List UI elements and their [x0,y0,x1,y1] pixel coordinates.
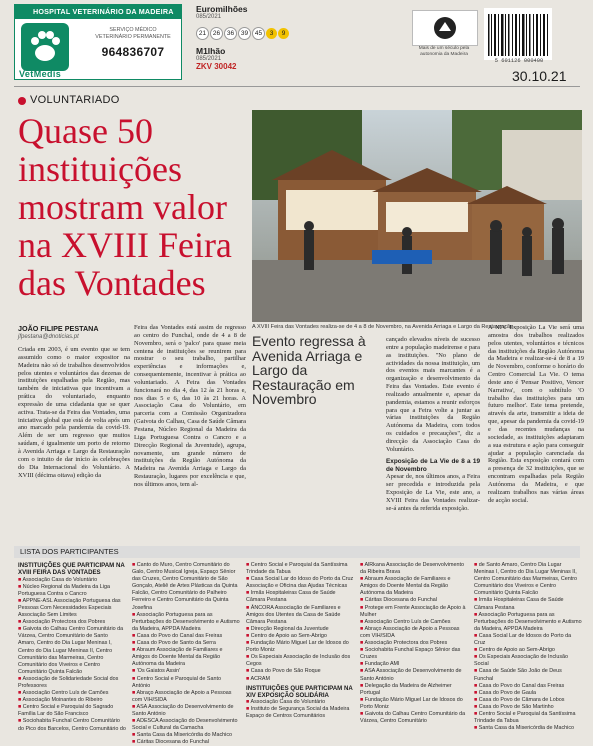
list-item-text: Casa do Povo do Canal das Freiras [136,632,223,639]
bullet-icon: ■ [18,690,23,697]
list-item-text: Centro de Apoio ao Sem-Abrigo [250,632,327,639]
list-item-text: APPNE-ASL Associação Portuguesa das Pessoas Com Necessidades Especiais Associação Sem Limites [18,597,121,619]
bullet-icon: ■ [246,640,251,647]
bullet-icon: ■ [18,675,23,682]
bullet-icon: ■ [360,696,365,703]
bullet-icon: ■ [474,710,479,717]
bullet-icon: ■ [132,703,137,710]
list-item-text: Núcleo Regional da Madeira da Liga Portuguesa Contra o Cancro [18,583,110,597]
list-item [360,711,468,725]
bullet-icon: ■ [474,632,479,639]
bullet-icon: ■ [246,632,251,639]
ball: 36 [224,27,237,40]
list-item-text: Abraço Associação de Apoio a Pessoas com VIH/SIDA [360,625,460,639]
list-item-text: AlRkana Associação de Desenvolvimento da Ribeira Brava [360,562,464,576]
list-item-text: Gaivota do Calhau Centro Comunitário da Várzea, Centro Comunitário [360,710,466,725]
bullet-icon: ■ [360,604,365,611]
list-item-text: Gaivota do Calhau Centro Comunitário da Várzea, Centro Comunitário de Santo Amaro, Centro do Dia Lugar Meninas I, Centro do Dia Lugar Meninas II, Centro Comunitário das Marmeiras, Centro Comunitário dos Viveiros e Centro Comunitário Quinta Falcão [18,626,124,675]
list-item-text: Centro Social e Paroquial do Sagrado Família Lar do São Francisco [18,704,114,718]
list-item [246,626,356,633]
list-item [246,706,356,720]
list-column-5 [474,562,582,732]
list-item-text: Abraum Associação de Familiares e Amigos do Doente Mental da Região Autónoma da Madeira [360,576,451,597]
bullet-icon: ■ [18,619,23,626]
body-column-2: Feira das Vontades está assim de regresso ao centro do Funchal, onde de 4 a 8 de Novembro, será o 'palco' para quase meia centena de instituições se reunirem para mostrar o seu trabalho, partilhar experiências e informações e, consequentemente, incentivar à prática ao voluntariado. A Feira das Vontades funcionará no dia 4, das 12 às 21 horas e, nos dias 5 e 6, das 10 às 21 horas. A Associação Casa do Voluntário, em parceria com a Comissão Organizadora (Gaivota do Calhau, Casa de Saúde Câmara Pestana, Núcleo Regional da Madeira da Liga Portuguesa Contra o Cancro e a Direcção Regional da Juventude), agrupa, novamente, um grande número de instituições da Região Autónoma da Madeira na Avenida Arriaga e Largo da Restauração, lugares por excelência e que, nos últimos anos, tem al- [134,324,246,488]
lottery-name-milhao: M1lhão [196,46,226,56]
lottery-results [196,4,326,80]
bullet-icon: ■ [474,682,479,689]
list-column-3 [246,562,356,720]
list-heading: INSTITUIÇÕES QUE PARTICIPAM NA XVIII FEIRA DAS VONTADES [18,562,125,577]
bullet-icon: ■ [132,668,137,675]
star: 3 [266,28,277,39]
list-item [474,597,582,611]
list-item [360,668,468,682]
list-item [474,562,582,597]
list-column-2 [132,562,240,746]
list-item-text: Associação Casa do Voluntário [22,576,98,583]
list-item-text: ASA Associação de Desenvolvimento de Santo António [360,668,462,682]
list-item [132,562,240,612]
list-item [360,661,468,668]
list-item [474,683,582,690]
publisher-logo-icon [412,10,478,46]
lottery-code: 085/2021 [196,14,222,20]
list-item-text: Santa Casa da Misericórdia de Machico [478,725,575,732]
bullet-icon: ■ [246,576,251,583]
list-item-text: 'Os Gaiatos Assin' [136,668,181,675]
ball: 39 [238,27,251,40]
list-item [360,647,468,661]
bullet-icon: ■ [474,703,479,710]
list-item [132,690,240,704]
list-item-text: ÂNCORA Associação de Familiares e Amigos dos Utentes da Casa de Saúde Câmara Pestana [246,604,341,625]
body-column-5: A XIV Exposição La Vie será uma amostra dos trabalhos realizados pelos utentes, voluntários e técnicos das instituições da Região Autónoma da Madeira e realizar-se-á de 8 a 19 de Novembro, conforme o horário do Centro Comercial La Vie. O tema deste ano é 'Pensar Positivo, Vencer Narrativa', com o subtítulo 'O trabalho das instituições para um futuro melhor'. Este tema pretende, através da arte, transmitir a ideia de que, apesar da pandemia da covid-19 e das recentes mudanças na sociedade, as instituições adaptaram a sua estrutura e ação para conseguir ajudar a população carenciada da Região. Esta exposição contará com a presença de 32 instituições, que se encontram espalhadas pela Região Autónoma da Madeira, e que realizam trabalhos nas várias áreas de acção social. [488,324,584,504]
list-item [474,704,582,711]
list-item-text: Associação Centro Luís de Camões [364,618,451,625]
bullet-icon: ■ [246,625,251,632]
list-item [18,626,126,676]
body-column-4 [386,336,480,513]
subheadline: Evento regressa à Avenida Arriaga e Largo da Restauração em Novembro [252,333,366,408]
paw-logo-icon [21,23,69,71]
section-dot-icon [18,97,26,105]
body-subheading: Exposição de La Vie de 8 a 19 de Novembro [386,457,480,473]
bullet-icon: ■ [246,654,251,661]
list-item [360,640,468,647]
list-item [18,584,126,598]
bullet-icon: ■ [474,696,479,703]
list-items-2 [132,562,240,746]
list-items-3 [246,562,356,683]
list-item-text: Associação Protectora dos Pobres [364,640,448,647]
bullet-icon: ■ [360,682,365,689]
milhao-code: ZKV 30042 [196,62,237,71]
list-item [246,654,356,668]
ad-phone: 964836707 [101,45,165,59]
list-item-text: ASA Associação do Desenvolvimento de Santo António [132,703,234,717]
list-item [474,668,582,682]
list-item [18,619,126,626]
bullet-icon: ■ [132,632,137,639]
photo-caption: A XVIII Feira das Vontades realiza-se de 4 a 8 de Novembro, na Avenida Arriaga e Largo da Restauração. [252,324,515,330]
list-item [132,612,240,633]
list-item [132,704,240,718]
barcode-icon [484,8,552,60]
bullet-icon: ■ [246,668,251,675]
star: 9 [278,28,289,39]
bullet-icon: ■ [132,689,137,696]
list-heading-2: INSTITUIÇÕES QUE PARTICIPAM NA XIV EXPOSIÇÃO SOLIDÁRIA [246,684,353,699]
list-item-text: Casa do Povo de Santo da Serra [136,640,216,647]
lottery-code-milhao: 085/2021 [196,56,222,62]
list-item-text: Fundação Mário Miguel Lar de Idosos do Porto Moniz [360,696,463,710]
bullet-icon: ■ [18,597,23,604]
list-item [360,562,468,576]
list-item [360,683,468,697]
issue-date: 30.10.21 [512,68,567,84]
list-column-4 [360,562,468,725]
bullet-icon: ■ [132,611,137,618]
list-item-text: Associação de Solidariedade Social dos Professores [18,675,119,689]
list-item [474,612,582,633]
bullet-icon: ■ [360,710,365,717]
list-item [132,647,240,668]
list-item-text: Casa Social Lar do Idoso do Porto da Cruz Associação e Oficina das Ajudas Técnicas [246,576,354,590]
barcode-number: 5 601126 000400 [494,58,544,64]
list-item-text: Casa do Povo de São Roque [250,668,321,675]
list-item [132,718,240,732]
list-item-text: Associação Moinantes do Ribeiro [22,697,103,704]
bullet-icon: ■ [246,675,251,682]
list-item-text: Associação Protectora dos Pobres [22,619,106,626]
list-item [246,676,356,683]
bullet-icon: ■ [18,697,23,704]
market-stalls-photo [252,110,582,322]
bullet-icon: ■ [132,739,137,746]
list-item-text: Abraço Associação de Apoio a Pessoas com VIH/SIDA [132,689,232,703]
lottery-numbers [196,22,326,40]
list-item [474,725,582,732]
bullet-icon: ■ [360,618,365,625]
ad-brand: VetMedis [19,69,62,79]
list-items-4 [360,562,468,725]
bullet-icon: ■ [18,704,23,711]
list-item-text: Associação Centro Luís de Camões [22,690,109,697]
publisher-subtitle: Mais de um século pela autonomia da Madeira [418,46,470,57]
list-item-text: Cáritas Diocesana do Funchal [136,739,209,746]
ad-note: SERVIÇO MÉDICO VETERINÁRIO PERMANENTE [95,27,171,40]
list-item [132,640,240,647]
list-item [360,597,468,604]
list-item-text: Irmãs Hospitaleiras Casa de Saúde Câmara Pestana [246,590,336,604]
list-items-1 [18,577,126,733]
ball: 21 [196,27,209,40]
list-item-text: ADESCA Associação do Desenvolvimento Social e Cultural da Camacha [132,718,238,732]
list-item [360,697,468,711]
bullet-icon: ■ [18,576,23,583]
list-item [360,576,468,597]
top-divider [14,86,580,87]
list-item-text: Sociohabita Funchal Espaço Sênior das Cruzes [360,647,461,661]
list-item [18,704,126,718]
bullet-icon: ■ [360,661,365,668]
list-item [246,699,356,706]
list-item-text: Irmãs Hospitaleiras Casa de Saúde Câmara Pestana [474,597,564,611]
list-item-text: Cáritas Diocesana do Funchal [364,597,437,604]
headline: Quase 50 instituições mostram valor na XVIII Feira das Vontades [18,111,232,303]
bullet-icon: ■ [360,640,365,647]
list-item-text: Os Especiais Associação de Inclusão dos Cegos [246,654,351,668]
list-item [18,697,126,704]
ad-title: HOSPITAL VETERINÁRIO DA MADEIRA [15,5,181,19]
list-item [360,605,468,619]
ball: 26 [210,27,223,40]
list-item [474,697,582,704]
list-item-text: Casa do Povo de Câmara de Lobos [478,696,565,703]
list-item-text: Casa de Saúde São João de Deus Funchal [474,668,562,682]
list-item-text: Delegação da Madeira de Alzheimer Portugal [360,682,452,696]
bullet-icon: ■ [360,647,365,654]
list-item [132,739,240,746]
list-item-text: Direcção Regional da Juventude [250,625,329,632]
list-item-text: Protege em Frente Associação de Apoio à Mulher [360,604,466,618]
bullet-icon: ■ [18,583,23,590]
bullet-icon: ■ [246,590,251,597]
body-column-4b-text: Apesar de, nos últimos anos, a Feira ser precedida e introduzida pela Exposição de La Vie, este ano, a XVIII Feira das Vontades realizar-se-á antes da referida exposição. [386,473,480,512]
list-item-text: Centro de Apoio ao Sem-Abrigo [478,647,555,654]
list-item [132,668,240,675]
list-item-text: ACRAM [250,675,270,682]
list-item-text: Casa do Povo do Canal das Freiras [478,682,565,689]
lottery-name-euromilhoes: Euromilhões [196,4,248,14]
list-item [474,690,582,697]
list-item [132,633,240,640]
bullet-icon: ■ [474,611,479,618]
body-column-1: Criada em 2003, é um evento que se tem assumido como o maior expositor na Madeira não só de trabalhos desenvolvidos pelos utentes e voluntários das dezenas de instituições espalhadas pela Região, mas também de iniciativas que incentivam a prática do voluntariado, enquanto expressão de uma cidadania que se quer activa. Trata-se da Feira das Vontades, uma iniciativa global que está de volta após um ano marcado pela pandemia da covid-19. Além de ser um regresso que muitos saúdam, é igualmente um porto de retorno à Avenida Arriaga e Largo da Restauração com o intuito de dar início às celebrações do Dia Internacional do Voluntário. A XVIII (décima oitava) edição da [18,346,130,479]
list-item-text: Fundação Mário Miguel Lar de Idosos do Porto Moniz [246,640,349,654]
list-items-3b [246,699,356,720]
list-item [246,576,356,590]
list-item-text: Centro Social e Paroquial da Santíssima Trindade da Tabua [246,562,348,576]
list-column-1 [18,562,126,733]
ball: 45 [252,27,265,40]
bullet-icon: ■ [18,718,23,725]
list-item-text: Canto do Muro, Centro Comunitário do Galo, Centro Musical Igreja, Espaço Sênior das Cruzes, Centro Comunitário de São Gonçalo, Ateliê de Artes Plásticas da Quinta Falcão, Centro Comunitário do Palheiro Ferreiro e Centro Comunitário da Quinta Josefina [132,562,238,611]
list-item-text: Associação Portuguesa para as Perturbações do Desenvolvimento e Autismo da Madeira, APPDA Madeira [474,611,582,632]
list-item [18,690,126,697]
list-item [18,718,126,732]
list-item-text: Sociohabita Funchal Centro Comunitário do Pico dos Barcelos, Centro Comunitário do [18,718,126,732]
list-item [246,640,356,654]
list-item-text: Casa do Povo de São Martinho [478,703,554,710]
list-item [18,598,126,619]
list-item [18,676,126,690]
bullet-icon: ■ [360,576,365,583]
author-name: JOÃO FILIPE PESTANA [18,324,99,333]
list-item [474,647,582,654]
list-item-text: de Santo Amaro, Centro Dia Lugar Meninas I, Centro do Dia Lugar Meninas II, Centro Comunitário das Marmeiras, Centro Comunitário dos Viveiros e Centro Comunitário Quinta Falcão [474,562,578,597]
bullet-icon: ■ [132,718,137,725]
bullet-icon: ■ [132,562,137,568]
bullet-icon: ■ [246,706,251,713]
list-title: LISTA DOS PARTICIPANTES [14,546,580,558]
bullet-icon: ■ [132,640,137,647]
list-item [360,619,468,626]
list-item-text: Casa Social Lar de Idosos do Porto da Cruz [474,632,572,647]
list-item-text: Abraum Associação de Familiares e Amigos do Doente Mental da Região Autónoma da Madeira [132,647,223,668]
bullet-icon: ■ [18,626,23,633]
bullet-icon: ■ [474,668,479,675]
bullet-icon: ■ [474,689,479,696]
bullet-icon: ■ [246,604,251,611]
bullet-icon: ■ [474,597,479,604]
list-item [246,562,356,576]
list-item-text: Centro Social e Paroquial de Santo António [132,675,221,689]
hospital-ad [14,4,182,80]
list-item-text: Instituto de Segurança Social da Madeira Espaço de Centros Comunitários [246,706,350,720]
list-items-5 [474,562,582,732]
list-item [474,654,582,668]
list-item-text: Fundação AMI [364,661,400,668]
list-item-text: Os Especiais Associação de Inclusão Social [474,654,569,668]
list-item [360,626,468,640]
bullet-icon: ■ [360,625,365,632]
list-item-text: Santa Casa da Misericórdia do Machico [136,732,233,739]
bullet-icon: ■ [360,597,365,604]
bullet-icon: ■ [132,732,137,739]
bullet-icon: ■ [474,647,479,654]
list-item [246,668,356,675]
list-item [132,676,240,690]
bullet-icon: ■ [474,725,479,732]
bullet-icon: ■ [360,668,365,675]
list-item [474,711,582,725]
bullet-icon: ■ [474,654,479,661]
bullet-icon: ■ [246,699,251,706]
list-item [132,732,240,739]
list-item [246,590,356,604]
section-label: VOLUNTARIADO [30,94,120,106]
bullet-icon: ■ [360,562,365,568]
list-item [474,633,582,647]
list-item [18,577,126,584]
list-item [246,605,356,626]
bullet-icon: ■ [246,562,251,568]
bullet-icon: ■ [474,562,479,568]
list-item-text: Casa do Povo de Gaula [478,689,537,696]
author-email: jfpestana@dnoticias.pt [18,334,79,340]
list-item [246,633,356,640]
list-item-text: Associação Casa do Voluntário [250,699,326,706]
body-column-4-text: cançado elevados níveis de sucesso entre a população madeirense e para as instituições. "No plano de actividades da nossa instituição, um dos eventos mais marcantes é a organização e desenvolvimento da Feira das Vontades. Este evento é realizado anualmente e, apesar da pandemia, estamos a reunir esforços para que a Feira volte a juntar as várias instituições da Região Autónoma da Madeira, com todos os cuidados e precauções", diz a direcção da Associação Casa do Voluntário. [386,336,480,453]
bullet-icon: ■ [132,647,137,654]
list-item-text: Associação Portuguesa para as Perturbações do Desenvolvimento e Autismo da Madeira, APPDA Madeira [132,611,240,632]
bullet-icon: ■ [132,675,137,682]
list-item-text: Centro Social e Paroquial da Santíssima Trindade da Tabua [474,710,576,725]
